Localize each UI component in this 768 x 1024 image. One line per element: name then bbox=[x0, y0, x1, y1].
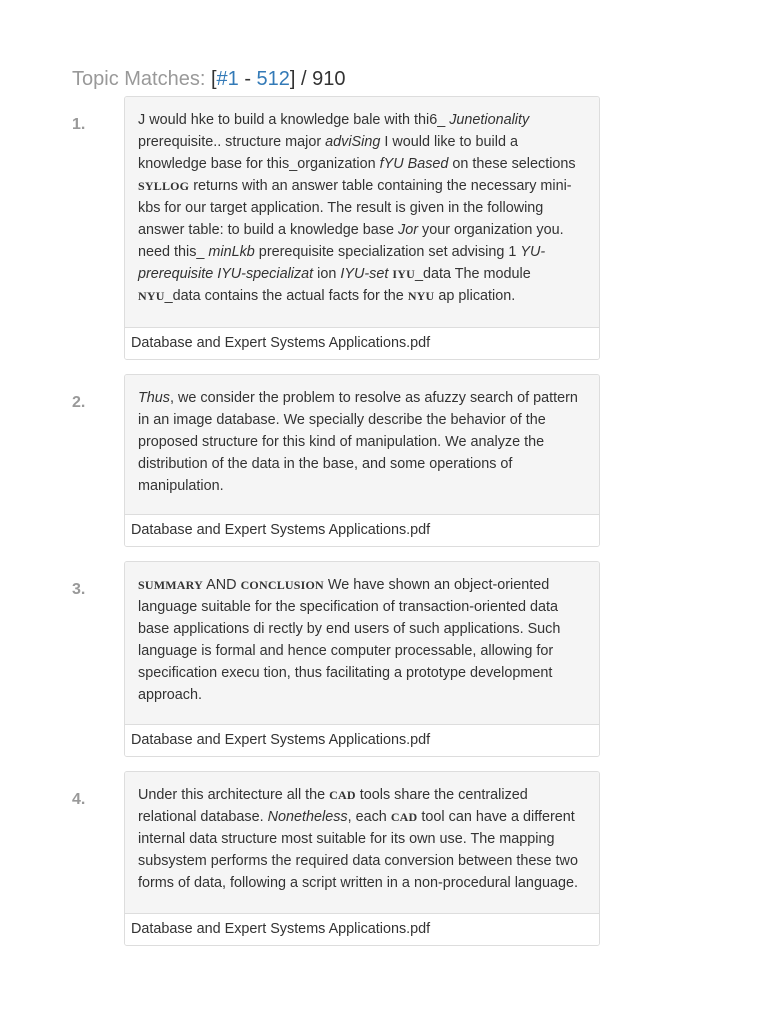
range-end-link[interactable]: 512 bbox=[256, 68, 290, 90]
header-label: Topic Matches: bbox=[72, 68, 211, 90]
result-number: 2. bbox=[72, 394, 86, 411]
result-panel bbox=[124, 561, 600, 757]
result-source-file[interactable]: Database and Expert Systems Applications.pdf bbox=[125, 514, 599, 546]
result-panel bbox=[124, 771, 600, 946]
close-bracket: ] bbox=[289, 68, 296, 90]
result-snippet: Under this architecture all the CAD tools share the centralized relational database. Nonetheless, each CAD tool can have a different internal data structure most suitable for its own use. The mapping subsystem performs the required data conversion between these two forms of data, following a script written in a non-procedural language. bbox=[125, 772, 599, 913]
result-panel bbox=[124, 96, 600, 360]
total-count: / 910 bbox=[295, 68, 346, 90]
open-bracket: [ bbox=[210, 68, 217, 90]
result-number: 4. bbox=[72, 791, 86, 808]
result-snippet: SUMMARY AND CONCLUSION We have shown an object-oriented language suitable for the specification of transaction-oriented data base applications di rectly by end users of such applications. Such language is formal and hence computer processable, allowing for specification execu tion, thus facilitating a prototype development approach. bbox=[125, 562, 599, 724]
result-source-file[interactable]: Database and Expert Systems Applications.pdf bbox=[125, 913, 599, 945]
result-snippet: J would hke to build a knowledge bale with thi6_ Junetionality prerequisite.. structure major adviSing I would like to build a knowledge base for this_organization fYU Based on these selections SYLLOG returns with an answer table containing the necessary mini-kbs for our target application. The result is given in the following answer table: to build a knowledge base Jor your organization you. need this_ minLkb prerequisite specialization set advising 1 YU-prerequisite IYU-specializat ion IYU-set IYU_data The module NYU_data contains the actual facts for the NYU ap plication. bbox=[125, 97, 599, 327]
result-panel bbox=[124, 374, 600, 547]
result-number: 1. bbox=[72, 116, 86, 133]
result-source-file[interactable]: Database and Expert Systems Applications.pdf bbox=[125, 724, 599, 756]
result-snippet: Thus, we consider the problem to resolve as afuzzy search of pattern in an image database. We specially describe the behavior of the proposed structure for this kind of manipulation. We analyze the distribution of the data in the base, and some operations of manipulation. bbox=[125, 375, 599, 514]
range-start-link[interactable]: #1 bbox=[216, 68, 239, 90]
result-source-file[interactable]: Database and Expert Systems Applications.pdf bbox=[125, 327, 599, 359]
result-number: 3. bbox=[72, 581, 86, 598]
range-separator: - bbox=[238, 68, 257, 90]
topic-matches-header bbox=[72, 66, 346, 92]
